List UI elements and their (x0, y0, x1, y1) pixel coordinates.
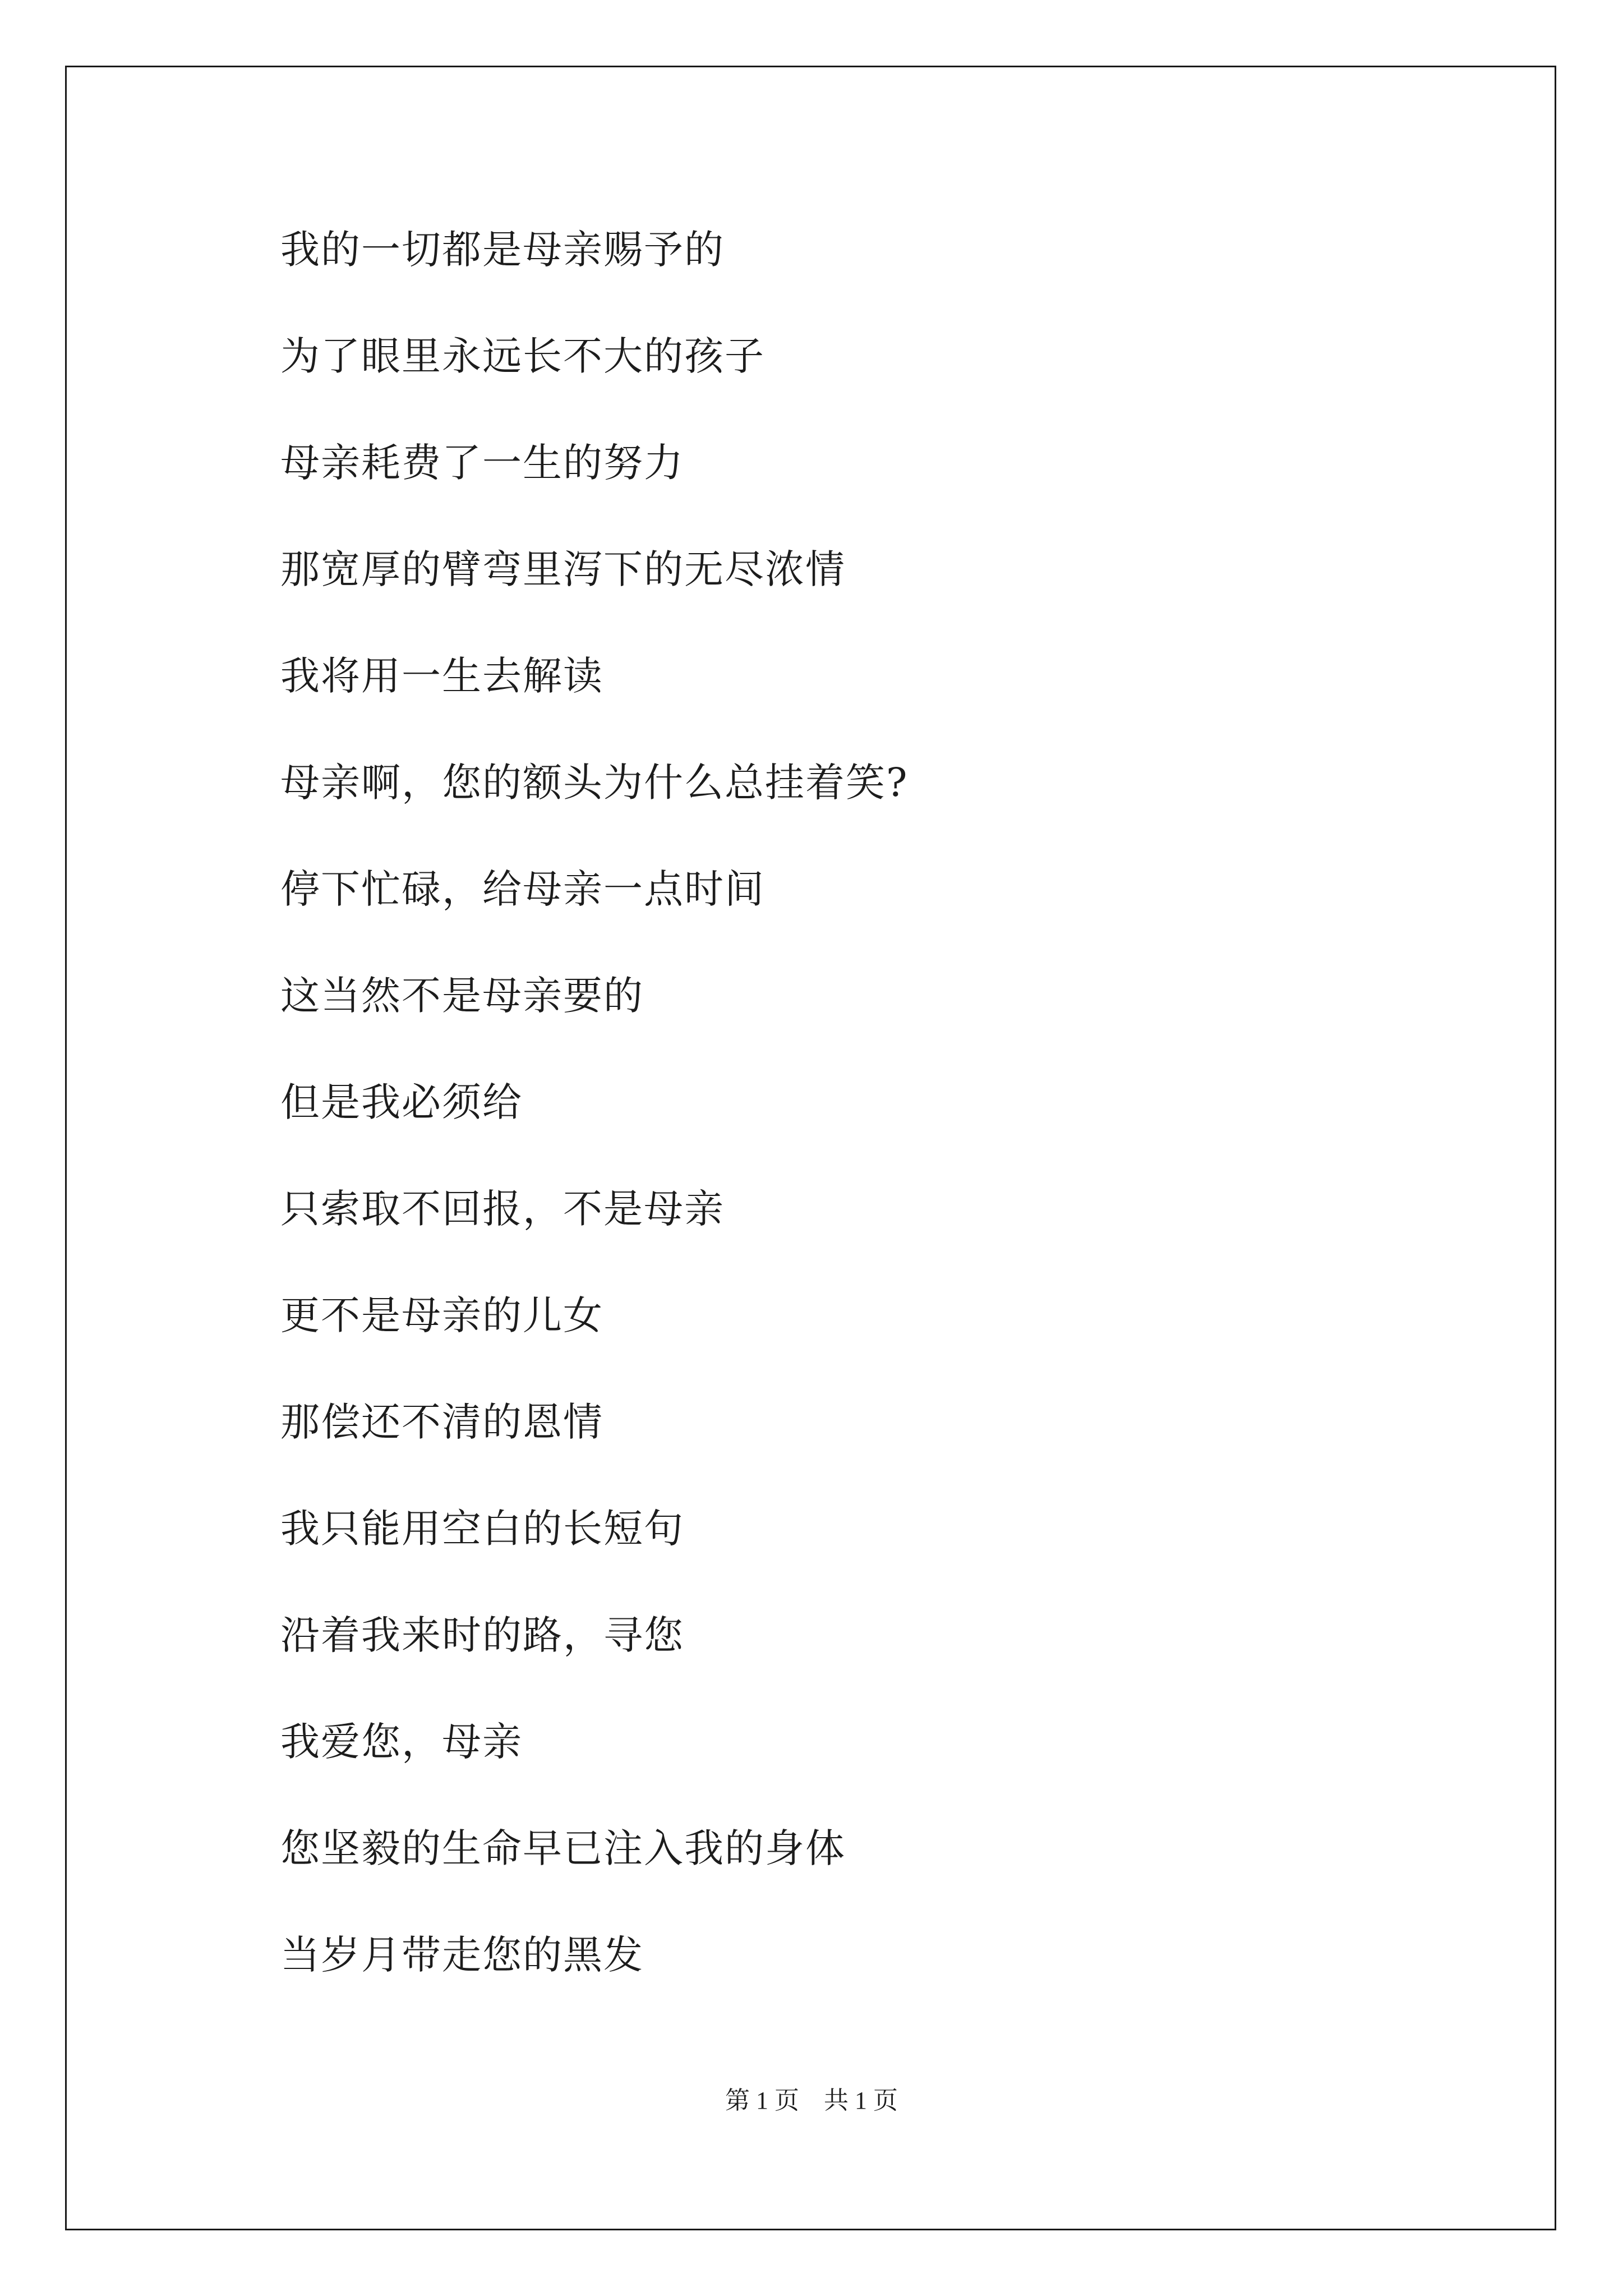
poem-line: 为了眼里永远长不大的孩子 (280, 333, 765, 379)
poem-line: 那宽厚的臂弯里泻下的无尽浓情 (280, 546, 846, 592)
footer-spacer (799, 2087, 824, 2114)
poem-line: 当岁月带走您的黑发 (280, 1932, 644, 1978)
poem-line: 更不是母亲的儿女 (280, 1292, 603, 1338)
page-total: 共 1 页 (824, 2087, 898, 2114)
poem-line: 我的一切都是母亲赐予的 (280, 227, 725, 273)
poem-line: 母亲耗费了一生的努力 (280, 440, 684, 486)
poem-line: 我将用一生去解读 (280, 653, 603, 699)
poem-line: 我只能用空白的长短句 (280, 1506, 684, 1552)
poem-line: 这当然不是母亲要的 (280, 973, 644, 1019)
poem-line: 您坚毅的生命早已注入我的身体 (280, 1825, 846, 1871)
poem-line: 只索取不回报，不是母亲 (280, 1186, 725, 1232)
page-number: 第 1 页 (725, 2087, 799, 2114)
page-footer (0, 2080, 1623, 2116)
poem-line: 沿着我来时的路，寻您 (280, 1612, 684, 1658)
poem-line: 那偿还不清的恩情 (280, 1399, 603, 1445)
poem-line: 停下忙碌，给母亲一点时间 (280, 866, 765, 912)
poem-body (280, 224, 909, 2036)
poem-line: 我爱您，母亲 (280, 1719, 523, 1765)
poem-line: 但是我必须给 (280, 1079, 523, 1125)
poem-line: 母亲啊，您的额头为什么总挂着笑? (280, 760, 909, 806)
